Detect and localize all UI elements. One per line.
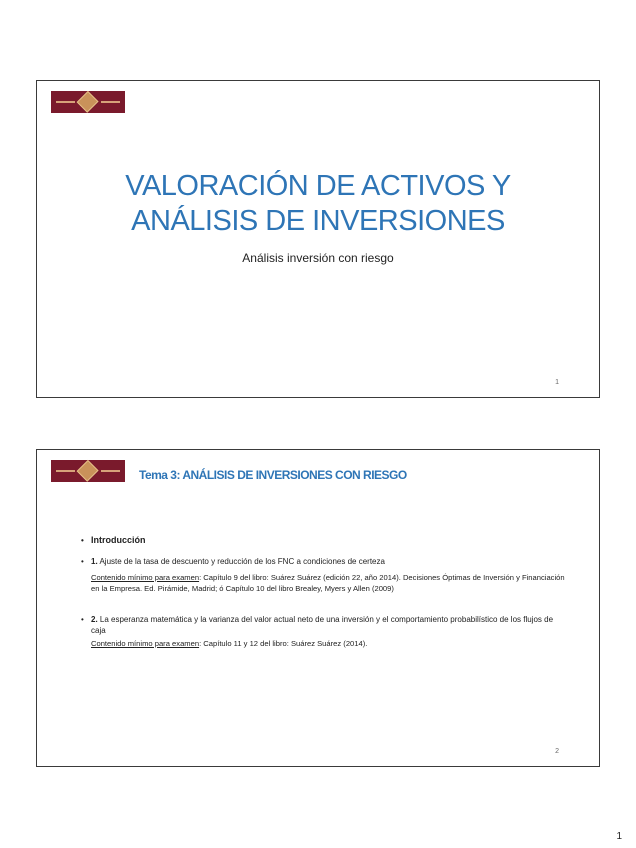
crest-icon: [77, 460, 99, 482]
slide-1-page-number: 1: [555, 379, 559, 386]
university-logo: [51, 91, 125, 113]
slide-2: [36, 449, 600, 767]
note-1: Contenido mínimo para examen: Capítulo 9 del libro: Suárez Suárez (edición 22, año 2014). Decisiones Óptimas de Inversión y Financiación en la Empresa. Ed. Pirámide, Madrid; ó Capítulo 10 del libro Brealey, Myers y Allen (2009): [91, 573, 565, 593]
document-page-number: 1: [616, 831, 622, 842]
list-item-2: • 2. La esperanza matemática y la varianza del valor actual neto de una inversión y el comportamiento probabilístico de los flujos de caja: [81, 614, 569, 636]
slide-1-subtitle: Análisis inversión con riesgo: [242, 251, 394, 265]
university-logo: [51, 460, 125, 482]
list-item-1: • 1. Ajuste de la tasa de descuento y reducción de los FNC a condiciones de certeza: [81, 556, 569, 567]
slide-2-title: Tema 3: ANÁLISIS DE INVERSIONES CON RIESGO: [139, 468, 407, 482]
slide-2-page-number: 2: [555, 748, 559, 755]
list-item-intro: • Introducción: [81, 535, 569, 546]
slide-2-content: [81, 535, 569, 650]
note-2: Contenido mínimo para examen: Capítulo 11 y 12 del libro: Suárez Suárez (2014).: [91, 639, 368, 648]
crest-icon: [77, 91, 99, 113]
slide-1-title: VALORACIÓN DE ACTIVOS Y ANÁLISIS DE INVERSIONES: [125, 170, 511, 237]
slide-1: [36, 80, 600, 398]
